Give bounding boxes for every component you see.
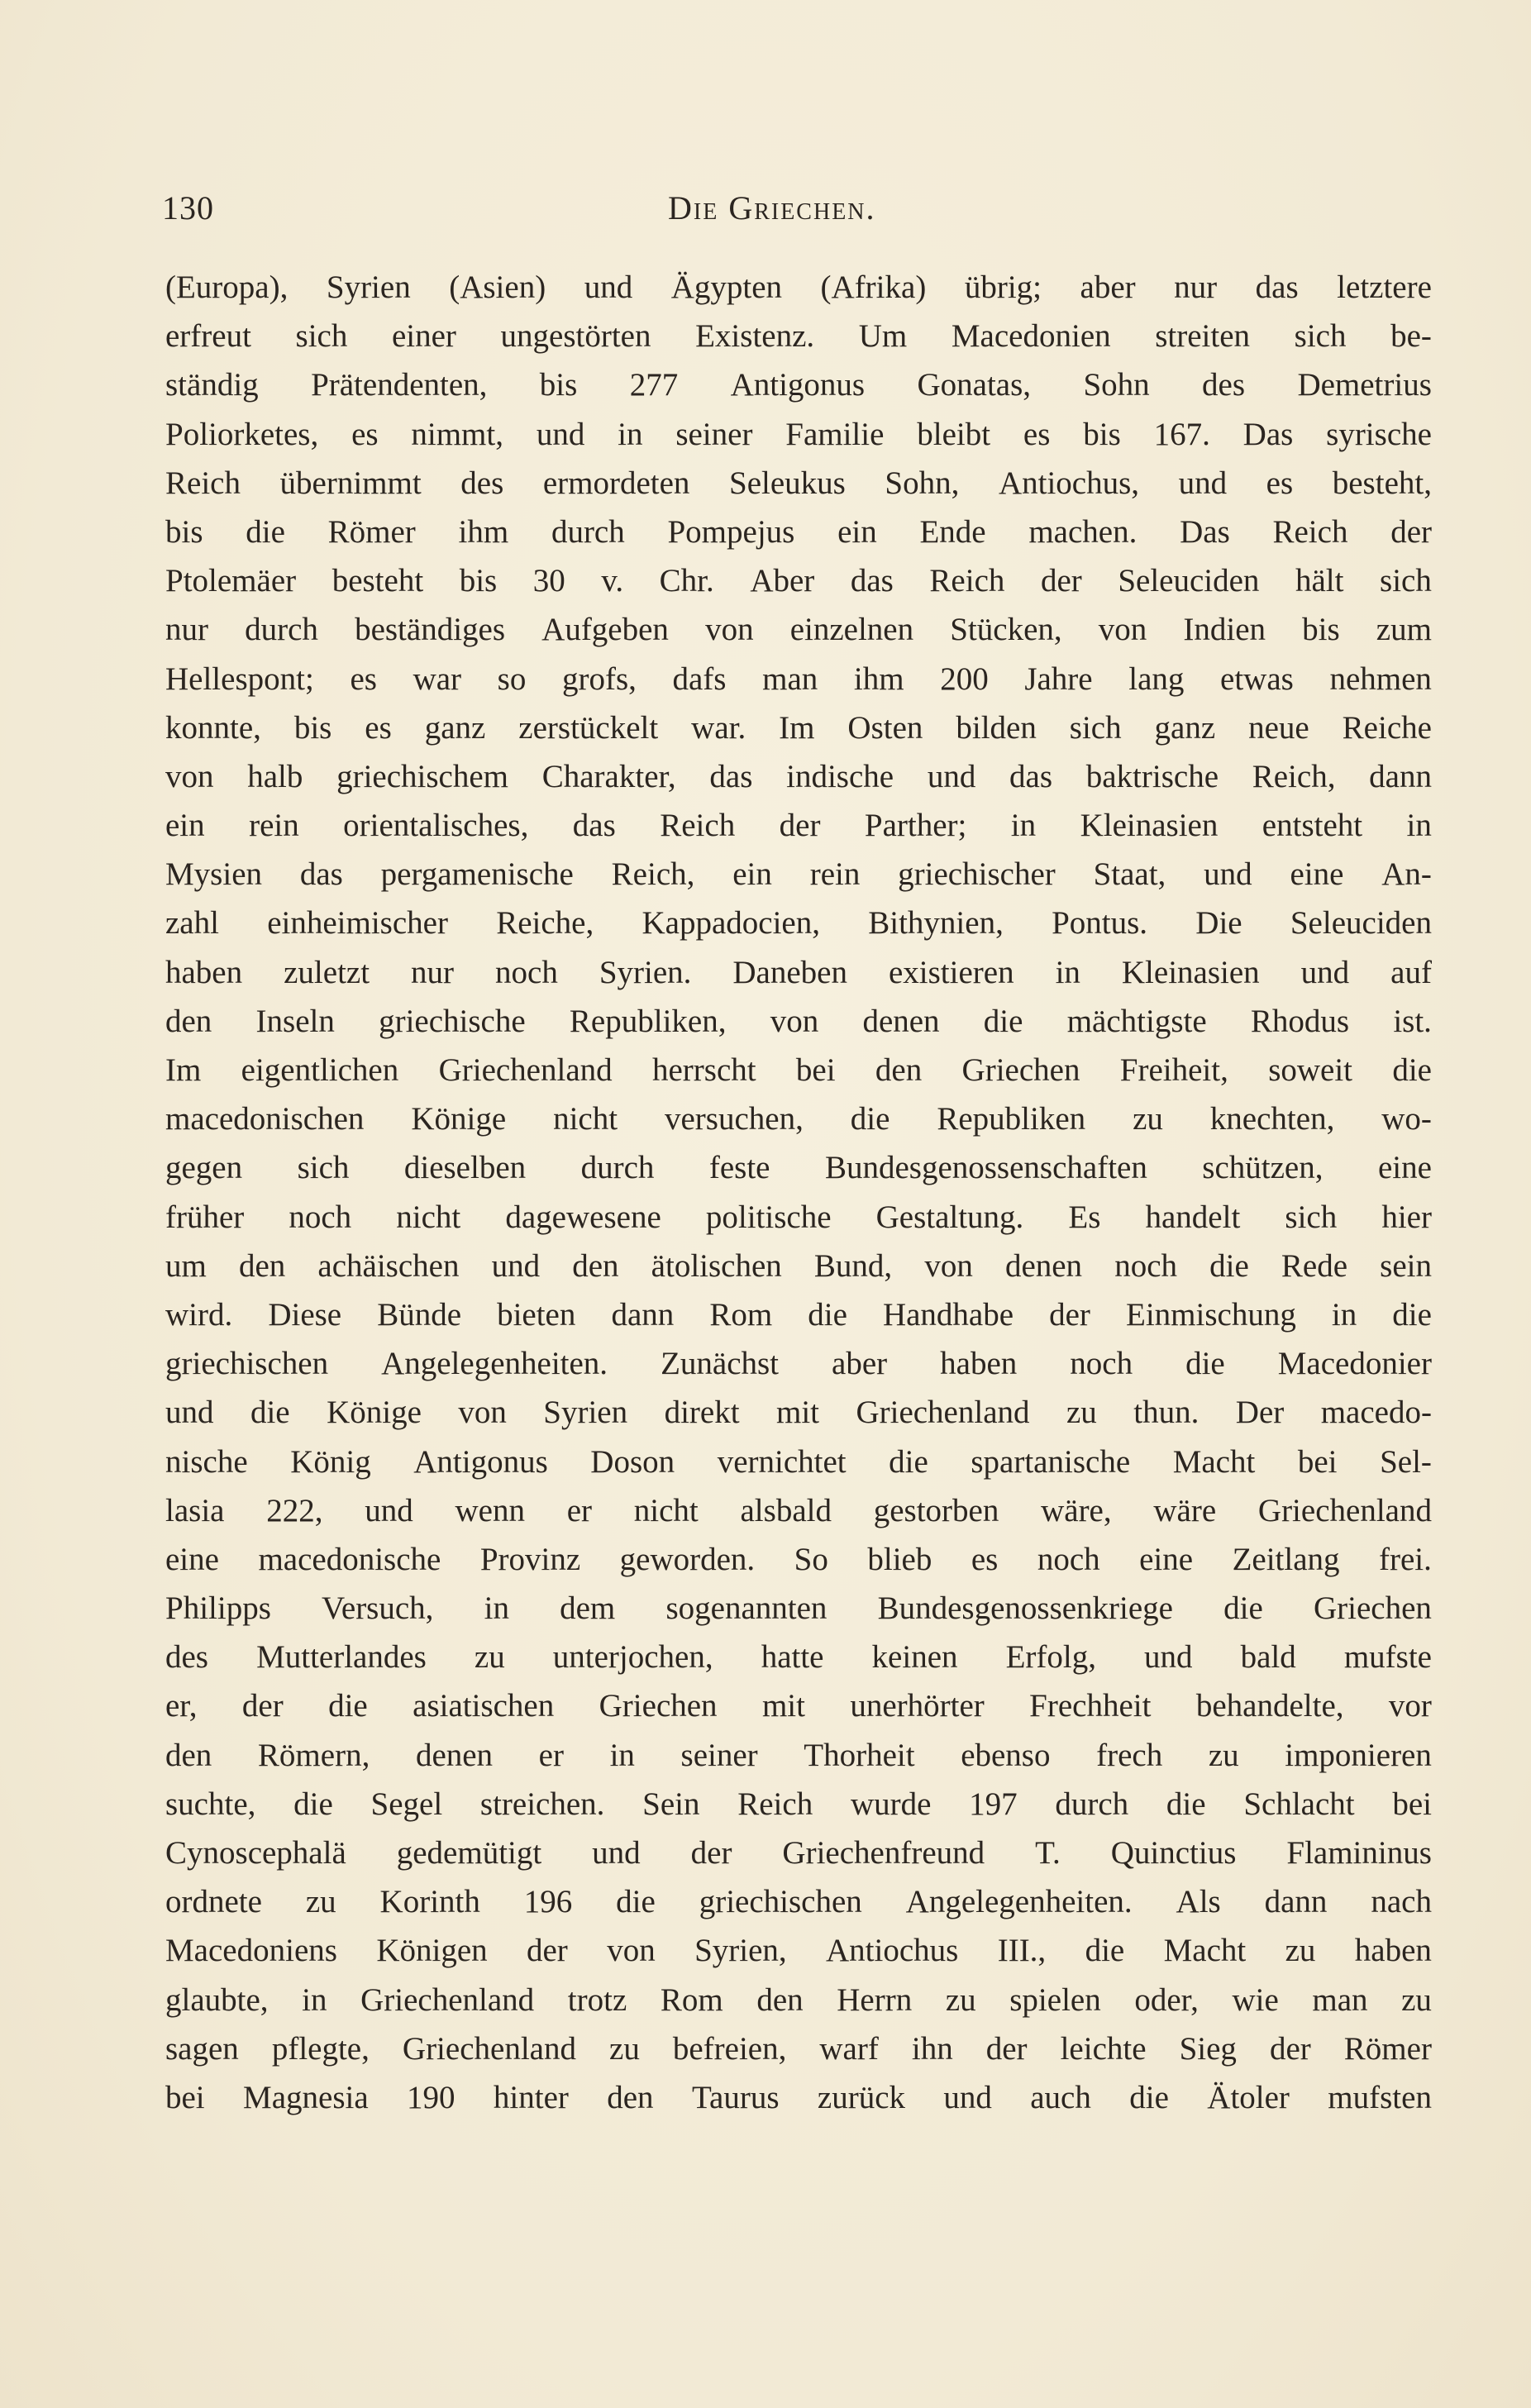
text-line: ordnete zu Korinth 196 die griechischen Angelegenheiten. Als dann nach bbox=[165, 1884, 1432, 1920]
running-title: Die Griechen. bbox=[668, 189, 876, 226]
text-line: nur durch beständiges Aufgeben von einzelnen Stücken, von Indien bis zum bbox=[165, 612, 1432, 648]
text-line: und die Könige von Syrien direkt mit Griechenland zu thun. Der macedo- bbox=[165, 1395, 1432, 1431]
text-line: macedonischen Könige nicht versuchen, die Republiken zu knechten, wo- bbox=[165, 1101, 1432, 1137]
text-line: erfreut sich einer ungestörten Existenz. Um Macedonien streiten sich be- bbox=[165, 318, 1432, 355]
text-line: lasia 222, und wenn er nicht alsbald gestorben wäre, wäre Griechenland bbox=[165, 1492, 1432, 1528]
text-line: Reich übernimmt des ermordeten Seleukus Sohn, Antiochus, und es besteht, bbox=[165, 465, 1432, 501]
text-line: des Mutterlandes zu unterjochen, hatte keinen Erfolg, und bald mufste bbox=[165, 1639, 1432, 1676]
text-line: zahl einheimischer Reiche, Kappadocien, Bithynien, Pontus. Die Seleuciden bbox=[165, 905, 1432, 942]
body-text bbox=[165, 263, 1432, 2122]
text-line: früher noch nicht dagewesene politische Gestaltung. Es handelt sich hier bbox=[165, 1199, 1432, 1235]
text-line: Cynoscephalä gedemütigt und der Griechenfreund T. Quinctius Flamininus bbox=[165, 1835, 1432, 1871]
text-line: Hellespont; es war so grofs, dafs man ihm 200 Jahre lang etwas nehmen bbox=[165, 660, 1432, 697]
text-line: glaubte, in Griechenland trotz Rom den Herrn zu spielen oder, wie man zu bbox=[165, 1981, 1432, 2018]
text-line: (Europa), Syrien (Asien) und Ägypten (Afrika) übrig; aber nur das letztere bbox=[165, 269, 1432, 305]
text-line: den Inseln griechische Republiken, von denen die mächtigste Rhodus ist. bbox=[165, 1003, 1432, 1039]
text-line: haben zuletzt nur noch Syrien. Daneben existieren in Kleinasien und auf bbox=[165, 954, 1432, 990]
text-line: suchte, die Segel streichen. Sein Reich wurde 197 durch die Schlacht bei bbox=[165, 1786, 1432, 1822]
text-line: eine macedonische Provinz geworden. So blieb es noch eine Zeitlang frei. bbox=[165, 1541, 1432, 1577]
text-line: den Römern, denen er in seiner Thorheit ebenso frech zu imponieren bbox=[165, 1737, 1432, 1773]
text-line: Ptolemäer besteht bis 30 v. Chr. Aber das Reich der Seleuciden hält sich bbox=[165, 563, 1432, 599]
text-line: Macedoniens Königen der von Syrien, Antiochus III., die Macht zu haben bbox=[165, 1933, 1432, 1969]
text-line: er, der die asiatischen Griechen mit unerhörter Frechheit behandelte, vor bbox=[165, 1688, 1432, 1724]
text-line: griechischen Angelegenheiten. Zunächst aber haben noch die Macedonier bbox=[165, 1346, 1432, 1382]
text-line: von halb griechischem Charakter, das indische und das baktrische Reich, dann bbox=[165, 758, 1432, 794]
text-line: gegen sich dieselben durch feste Bundesgenossenschaften schützen, eine bbox=[165, 1150, 1432, 1186]
text-line: bei Magnesia 190 hinter den Taurus zurück und auch die Ätoler mufsten bbox=[165, 2079, 1432, 2115]
text-line: nische König Antigonus Doson vernichtet die spartanische Macht bei Sel- bbox=[165, 1443, 1432, 1480]
text-line: ein rein orientalisches, das Reich der Parther; in Kleinasien entsteht in bbox=[165, 808, 1432, 844]
text-line: um den achäischen und den ätolischen Bund, von denen noch die Rede sein bbox=[165, 1247, 1432, 1284]
text-line: ständig Prätendenten, bis 277 Antigonus Gonatas, Sohn des Demetrius bbox=[165, 367, 1432, 403]
text-line: wird. Diese Bünde bieten dann Rom die Handhabe der Einmischung in die bbox=[165, 1296, 1432, 1333]
running-head bbox=[162, 184, 1352, 233]
text-line: Im eigentlichen Griechenland herrscht bei den Griechen Freiheit, soweit die bbox=[165, 1052, 1432, 1088]
text-line: bis die Römer ihm durch Pompejus ein Ende machen. Das Reich der bbox=[165, 513, 1432, 550]
text-line: Poliorketes, es nimmt, und in seiner Familie bleibt es bis 167. Das syrische bbox=[165, 416, 1432, 452]
text-line: Mysien das pergamenische Reich, ein rein griechischer Staat, und eine An- bbox=[165, 856, 1432, 893]
page-number: 130 bbox=[162, 189, 214, 226]
text-line: Philipps Versuch, in dem sogenannten Bundesgenossenkriege die Griechen bbox=[165, 1590, 1432, 1627]
text-line: sagen pflegte, Griechenland zu befreien, warf ihn der leichte Sieg der Römer bbox=[165, 2030, 1432, 2067]
text-line: konnte, bis es ganz zerstückelt war. Im Osten bilden sich ganz neue Reiche bbox=[165, 709, 1432, 746]
